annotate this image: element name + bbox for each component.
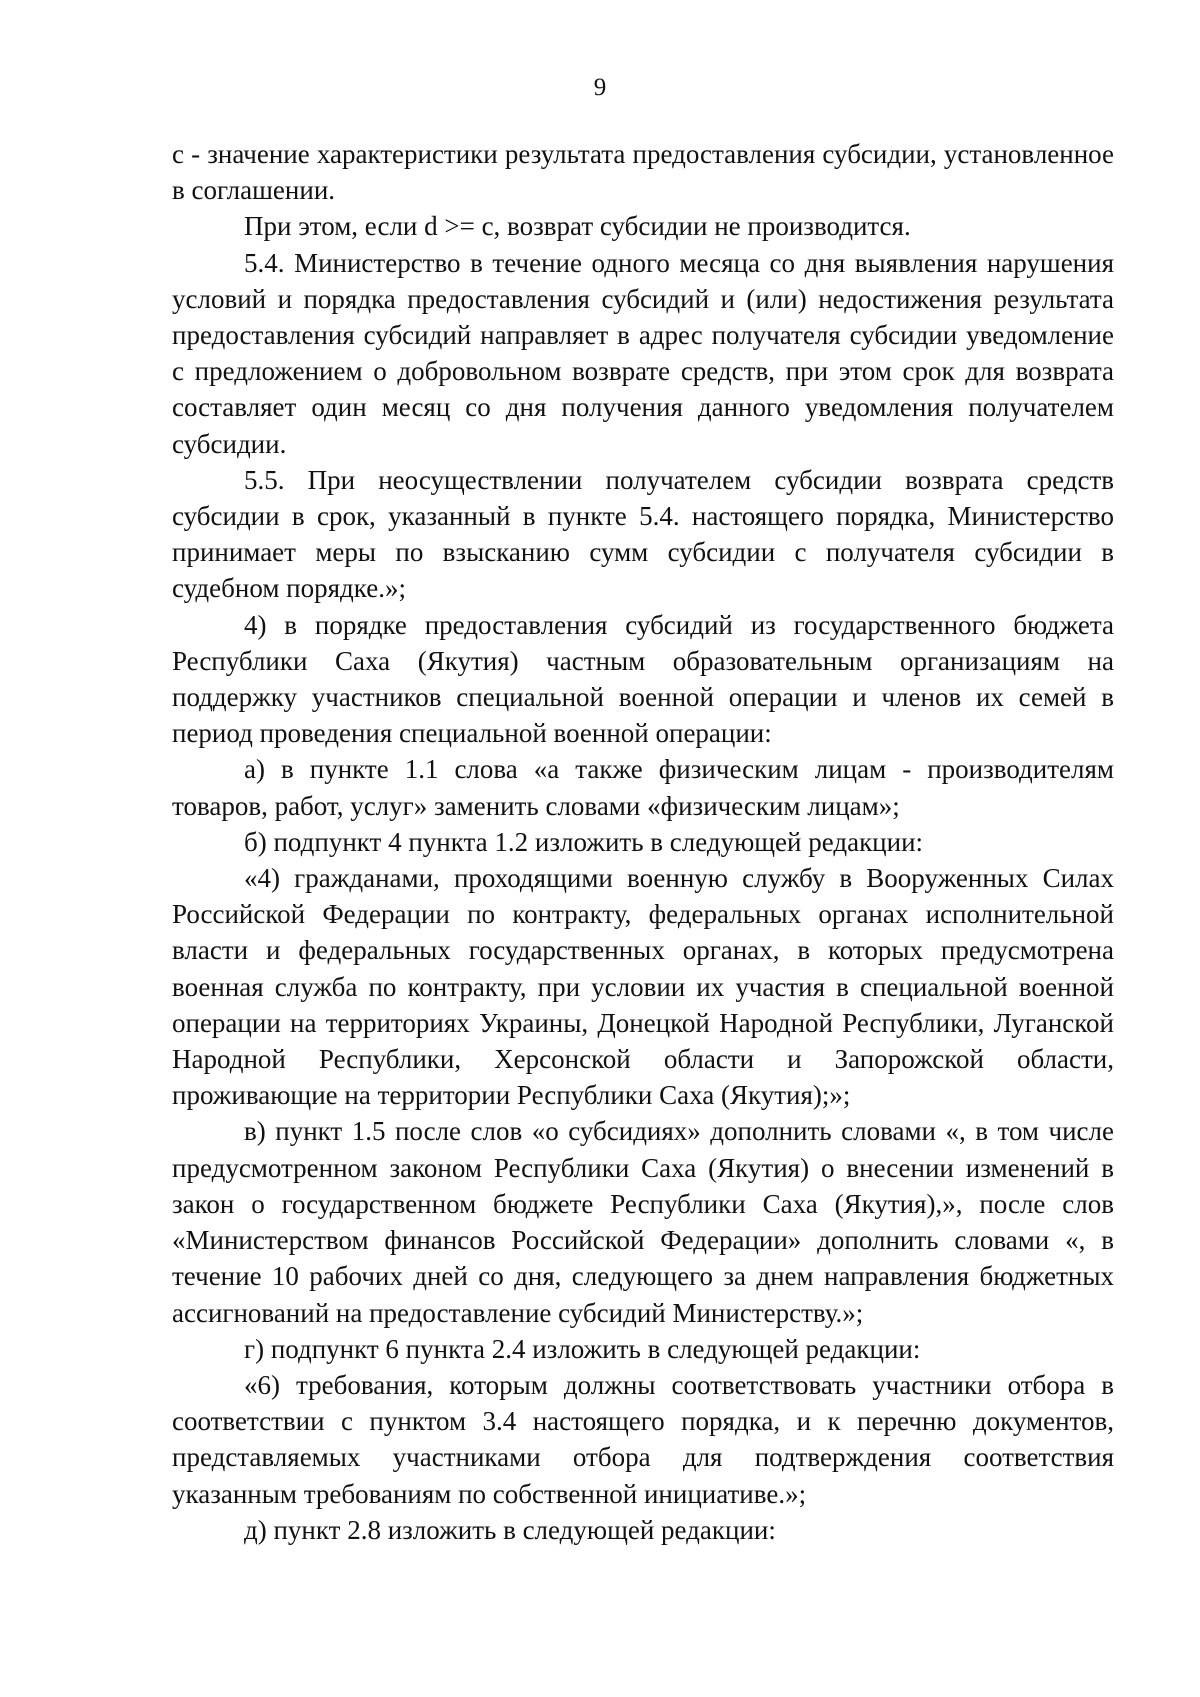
paragraph-item-a: а) в пункте 1.1 слова «а также физическим лицам - производителям товаров, работ, услуг» заменить словами «физическим лицам»;: [172, 754, 1114, 821]
document-body: [172, 136, 1114, 1548]
paragraph-item-g: г) подпункт 6 пункта 2.4 изложить в следующей редакции:: [244, 1333, 921, 1364]
paragraph-5-4: 5.4. Министерство в течение одного месяца со дня выявления нарушения условий и порядка предоставления субсидий и (или) недостижения результата предоставления субсидий направляет в адрес получателя субсидии уведомление с предложением о добровольном возврате средств, при этом срок для возврата составляет один месяц со дня получения данного уведомления получателем субсидии.: [172, 247, 1114, 459]
paragraph-item-v: в) пункт 1.5 после слов «о субсидиях» дополнить словами «, в том числе предусмотренном законом Республики Саха (Якутия) о внесении изменений в закон о государственном бюджете Республики Саха (Якутия),», после слов «Министерством финансов Российской Федерации» дополнить словами «, в течение 10 рабочих дней со дня, следующего за днем направления бюджетных ассигнований на предоставление субсидий Министерству.»;: [172, 1116, 1114, 1328]
paragraph-subitem-6-text: «6) требования, которым должны соответствовать участники отбора в соответствии с пунктом 3.4 настоящего порядка, и к перечню документов, представляемых участниками отбора для подтверждения соответствия указанным требованиям по собственной инициативе.»;: [172, 1369, 1114, 1509]
paragraph-item-d: д) пункт 2.8 изложить в следующей редакции:: [244, 1514, 776, 1545]
page-number: 9: [593, 74, 607, 101]
paragraph-item-4: 4) в порядке предоставления субсидий из государственного бюджета Республики Саха (Якутия) частным образовательным организациям на поддержку участников специальной военной операции и членов их семей в период проведения специальной военной операции:: [172, 609, 1114, 749]
paragraph-c-definition: с - значение характеристики результата предоставления субсидии, установленное в соглашении.: [172, 139, 1114, 206]
paragraph-d-condition: При этом, если d >= c, возврат субсидии не производится.: [244, 211, 911, 242]
paragraph-subitem-4-text: «4) гражданами, проходящими военную службу в Вооруженных Силах Российской Федерации по контракту, федеральных органах исполнительной власти и федеральных государственных органах, в которых предусмотрена военная служба по контракту, при условии их участия в специальной военной операции на территориях Украины, Донецкой Народной Республики, Луганской Народной Республики, Херсонской области и Запорожской области, проживающие на территории Республики Саха (Якутия);»;: [172, 863, 1114, 1111]
paragraph-5-5: 5.5. При неосуществлении получателем субсидии возврата средств субсидии в срок, указанный в пункте 5.4. настоящего порядка, Министерство принимает меры по взысканию сумм субсидии с получателя субсидии в судебном порядке.»;: [172, 464, 1114, 604]
paragraph-item-b: б) подпункт 4 пункта 1.2 изложить в следующей редакции:: [244, 826, 924, 857]
